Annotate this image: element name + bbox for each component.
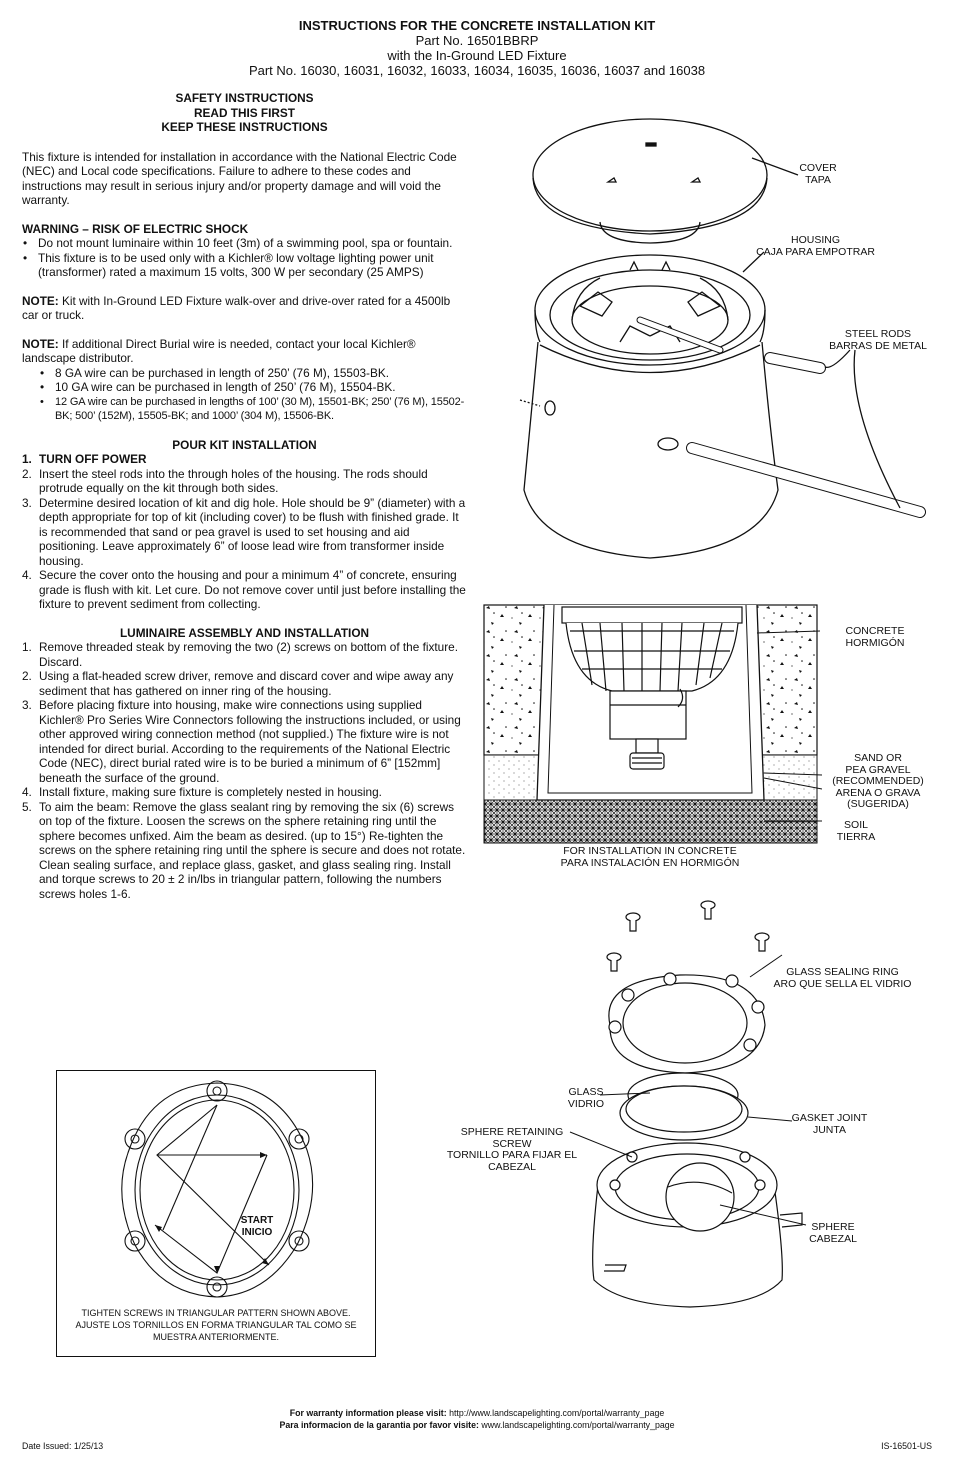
label-line: TORNILLO PARA FIJAR EL [446,1149,578,1161]
step-text: Secure the cover onto the housing and pour a minimum 4” of concrete, ensuring grade is flush with kit. Let cure. Do not remove cover until just before installing the fixture to prevent sediment from collecting. [39,568,466,611]
list-item [22,799,467,902]
glass-label [561,1087,611,1110]
warranty-link[interactable]: www.landscapelighting.com/portal/warranty_page [481,1419,675,1430]
label-line: STEEL RODS [844,328,912,340]
warranty-line-en [0,1408,954,1420]
label-line: HOUSING [790,234,840,246]
label-line: (SUGERIDA) [847,798,909,810]
label-line: GLASS [568,1086,604,1098]
list-item: • This fixture is to be used only with a Kichler® low voltage lighting power unit (transformer) rated a maximum 15 volts, 300 W per secondary (25 AMPS) [38,251,467,280]
warranty-label: Para informacion de la garantia por favor visite: [279,1419,482,1430]
housing-label [748,235,883,258]
note-rating [22,294,467,323]
step-text: Determine desired location of kit and dig hole. Hole should be 9” (diameter) with a depth appropriate for top of kit (including cover) to be flush with finished grade. It is recommended that sand or pea gravel is used to set housing and aid positioning. Leave approximately 6” of loose lead wire from transformer inside housing. [39,495,466,568]
step-number: 1. [22,452,32,466]
step-text: To aim the beam: Remove the glass sealant ring by removing the six (6) screws on top of the fixture. Loosen the screws on the sphere retaining ring until the sphere becomes unfixed. Aim the beam as desired. (up to 15°) Re-tighten the screws on the sphere retaining ring until the sphere is secure and does not rotate. Clean sealing surface, and replace glass, gasket, and glass sealing ring. Install and torque screws to 20 ± 2 in/lbs in triangular pattern, following the numbers screws holes 1-6. [39,799,466,901]
instructions-column [22,91,467,901]
sand-gravel-label [826,753,930,811]
list-item [22,495,467,569]
list-item [22,452,467,467]
list-item [22,568,467,612]
safety-heading-line: KEEP THESE INSTRUCTIONS [161,120,328,134]
step-text: Using a flat-headed screw driver, remove and discard cover and wipe away any sediment that has gathered on inner ring of the housing. [39,669,454,698]
note-text: Kit with In-Ground LED Fixture walk-over and drive-over rated for a 4500lb car or truck. [22,293,451,322]
step-number: 2. [22,669,32,683]
label-line: HORMIGÓN [845,636,905,649]
label-line: JUNTA [812,1123,847,1136]
step-text: Before placing fixture into housing, make wire connections using supplied Kichler® Pro Series Wire Connectors following the instructions included, or using other approved wiring connection method (not supplied.) The fixture wire is not intended for direct burial. According to the requirements of the National Electric Code (NEC), direct burial rated wire is to be buried a minimum of 6” [152mm] beneath the surface of the ground. [39,698,461,785]
step-number: 3. [22,698,32,712]
tightening-pattern-diagram [117,1075,317,1305]
list-item [22,640,467,669]
warning-list [22,236,467,280]
fixture-part-numbers: Part No. 16030, 16031, 16032, 16033, 16034, 16035, 16036, 16037 and 16038 [248,63,706,78]
soil-label [830,820,882,843]
note-text: If additional Direct Burial wire is needed, contact your local Kichler® landscape distributor. [22,336,416,365]
label-line: CABEZAL [488,1160,536,1173]
warning-heading: WARNING – RISK OF ELECTRIC SHOCK [22,221,249,236]
list-item [22,466,467,496]
fixture-subtitle: with the In-Ground LED Fixture [387,48,567,63]
list-item: • 10 GA wire can be purchased in length of 250’ (76 M), 15504-BK. [55,380,467,395]
label-line: TAPA [805,173,831,186]
note-label: NOTE: [22,336,59,351]
document-header [0,18,954,78]
label-line: SOIL [844,819,868,831]
step-number: 4. [22,785,32,799]
list-item [22,785,467,800]
list-item [22,698,467,785]
pattern-caption [57,1307,375,1343]
list-item: • 8 GA wire can be purchased in length of 250’ (76 M), 15503-BK. [55,366,467,381]
label-line: CONCRETE [845,625,905,637]
sphere-label [804,1222,862,1245]
warranty-label: For warranty information please visit: [289,1408,450,1418]
safety-heading-line: SAFETY INSTRUCTIONS [175,91,314,105]
label-line: SCREW [492,1137,532,1150]
step-text: Install fixture, making sure fixture is completely nested in housing. [39,785,382,799]
luminaire-steps [22,640,467,901]
safety-heading-line: READ THIS FIRST [194,105,295,120]
label-line: (RECOMMENDED) [832,775,924,787]
date-issued: Date Issued: 1/25/13 [22,1441,104,1451]
list-item [22,669,467,698]
caption-line: AJUSTE LOS TORNILLOS EN FORMA TRIANGULAR TAL COMO SE [75,1320,357,1330]
concrete-label [832,626,918,649]
step-number: 3. [22,495,32,510]
kit-part-number: Part No. 16501BBRP [415,33,539,48]
concrete-cross-section [482,603,822,848]
label-line: BARRAS DE METAL [829,339,927,352]
safety-intro: This fixture is intended for installation in accordance with the National Electric Code (NEC) and Local code specifications. Failure to adhere to these codes and instructions may result in serious injury and/or property damage and will void the warranty. [22,149,457,207]
warranty-link[interactable]: http://www.landscapelighting.com/portal/warranty_page [449,1408,665,1418]
list-item: • Do not mount luminaire within 10 feet (3m) of a swimming pool, spa or fountain. [38,236,467,251]
pour-steps [22,452,467,612]
tightening-pattern-box [56,1070,376,1357]
label-line: SPHERE [811,1221,855,1233]
label-line: TIERRA [836,830,876,843]
cover-label [785,163,851,186]
caption-line: PARA INSTALACIÓN EN HORMIGÓN [560,856,740,869]
step-number: 1. [22,640,32,654]
safety-heading [22,91,467,135]
step-number: 4. [22,568,32,582]
list-item: • 12 GA wire can be purchased in lengths of 100’ (30 M), 15501-BK; 250’ (76 M), 15502-BK; 500’ (152M), 15505-BK; and 1000’ (304 M), 15506-BK. [55,395,467,424]
luminaire-heading: LUMINAIRE ASSEMBLY AND INSTALLATION [119,625,370,640]
step-text: Remove threaded steak by removing the two (2) screws on bottom of the fixture. Discard. [39,640,458,669]
steel-rods-label [822,329,934,352]
wire-list [22,366,467,424]
step-text: TURN OFF POWER [39,452,147,466]
label-line: START [240,1215,274,1226]
pour-heading: POUR KIT INSTALLATION [172,437,317,452]
caption-line: TIGHTEN SCREWS IN TRIANGULAR PATTERN SHOWN ABOVE. [81,1308,351,1318]
label-line: SPHERE RETAINING [460,1126,564,1138]
warranty-line-es [0,1420,954,1432]
note-wire [22,337,467,366]
caption-line: FOR INSTALLATION IN CONCRETE [563,845,737,857]
label-line: SAND OR [854,752,902,764]
warranty-footer [0,1408,954,1431]
label-line: GLASS SEALING RING [786,966,899,978]
label-line: CABEZAL [809,1232,857,1245]
step-number: 5. [22,799,32,814]
label-line: CAJA PARA EMPOTRAR [756,245,875,258]
note-label: NOTE: [22,293,59,308]
step-text: Insert the steel rods into the through holes of the housing. The rods should protrude equally on the kit through both sides. [39,466,428,495]
caption-line: MUESTRA ANTERIORMENTE. [152,1332,279,1342]
glass-sealing-ring-label [765,967,920,990]
label-line: GASKET JOINT [791,1112,868,1124]
step-number: 2. [22,466,32,481]
sphere-retaining-screw-label [440,1127,584,1173]
document-title: INSTRUCTIONS FOR THE CONCRETE INSTALLATION KIT [298,18,656,33]
label-line: VIDRIO [567,1097,605,1110]
start-label [227,1215,287,1238]
label-line: PEA GRAVEL [845,763,911,776]
label-line: ARENA O GRAVA [835,786,921,799]
concrete-figure-caption [520,846,780,869]
document-id: IS-16501-US [881,1441,932,1451]
label-line: COVER [799,162,837,174]
label-line: INICIO [241,1226,273,1238]
gasket-label [782,1113,877,1136]
label-line: ARO QUE SELLA EL VIDRIO [773,977,912,990]
